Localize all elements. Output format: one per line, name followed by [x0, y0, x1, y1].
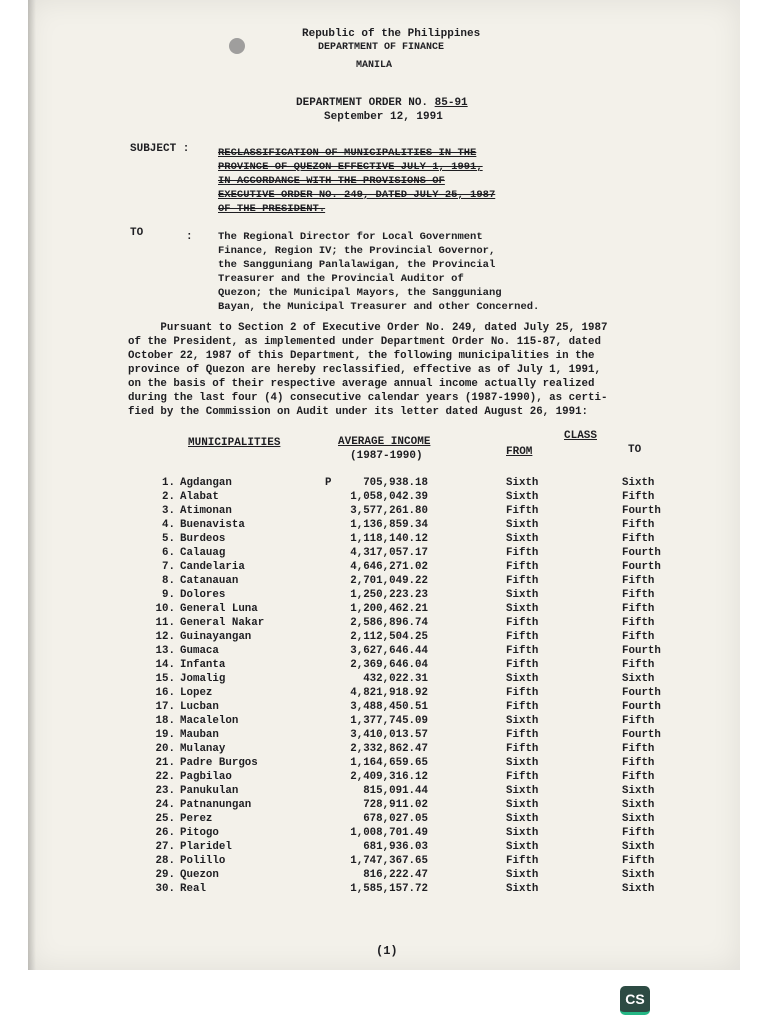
average-income: 1,058,042.39: [350, 491, 428, 503]
class-from: Sixth: [506, 673, 539, 685]
municipality-name: Atimonan: [180, 505, 232, 517]
class-to: Fourth: [622, 687, 661, 699]
class-from: Fifth: [506, 659, 539, 671]
municipality-name: Agdangan: [180, 477, 232, 489]
municipality-name: Real: [180, 883, 206, 895]
average-income: 1,136,859.34: [350, 519, 428, 531]
row-number: 27.: [155, 841, 175, 853]
average-income: 681,936.03: [363, 841, 428, 853]
class-to: Fourth: [622, 701, 661, 713]
municipality-name: Calauag: [180, 547, 226, 559]
municipality-name: Burdeos: [180, 533, 226, 545]
table-row: [28, 827, 740, 841]
row-number: 6.: [162, 547, 175, 559]
municipality-name: Pitogo: [180, 827, 219, 839]
table-row: [28, 645, 740, 659]
table-row: [28, 603, 740, 617]
class-to: Fifth: [622, 533, 655, 545]
class-from: Fifth: [506, 631, 539, 643]
order-label: DEPARTMENT ORDER NO.: [296, 97, 429, 109]
class-from: Fifth: [506, 547, 539, 559]
class-from: Fifth: [506, 729, 539, 741]
row-number: 1.: [162, 477, 175, 489]
municipality-name: Mauban: [180, 729, 219, 741]
average-income: 1,377,745.09: [350, 715, 428, 727]
row-number: 26.: [155, 827, 175, 839]
class-from: Fifth: [506, 645, 539, 657]
row-number: 29.: [155, 869, 175, 881]
average-income: 3,488,450.51: [350, 701, 428, 713]
class-from: Sixth: [506, 589, 539, 601]
subject-line: PROVINCE OF QUEZON EFFECTIVE JULY 1, 1991,: [218, 161, 483, 173]
row-number: 13.: [155, 645, 175, 657]
row-number: 30.: [155, 883, 175, 895]
row-number: 14.: [155, 659, 175, 671]
table-row: [28, 757, 740, 771]
municipality-name: Gumaca: [180, 645, 219, 657]
table-row: [28, 547, 740, 561]
municipality-name: Quezon: [180, 869, 219, 881]
average-income: 4,821,918.92: [350, 687, 428, 699]
class-from: Sixth: [506, 827, 539, 839]
republic-line: Republic of the Philippines: [302, 28, 481, 40]
row-number: 24.: [155, 799, 175, 811]
class-to: Fifth: [622, 715, 655, 727]
class-to: Fifth: [622, 575, 655, 587]
class-from: Fifth: [506, 743, 539, 755]
average-income: 815,091.44: [363, 785, 428, 797]
col-income-header: AVERAGE INCOME: [338, 436, 431, 448]
class-from: Fifth: [506, 855, 539, 867]
row-number: 18.: [155, 715, 175, 727]
class-to: Sixth: [622, 813, 655, 825]
table-row: [28, 687, 740, 701]
table-row: [28, 519, 740, 533]
subject-line: RECLASSIFICATION OF MUNICIPALITIES IN THE: [218, 147, 477, 159]
municipality-name: Padre Burgos: [180, 757, 258, 769]
class-to: Fifth: [622, 855, 655, 867]
body-line: Pursuant to Section 2 of Executive Order No. 249, dated July 25, 1987: [128, 322, 608, 334]
average-income: 2,701,049.22: [350, 575, 428, 587]
class-from: Fifth: [506, 771, 539, 783]
body-line: on the basis of their respective average annual income actually realized: [128, 378, 595, 390]
table-row: [28, 883, 740, 897]
average-income: 1,747,367.65: [350, 855, 428, 867]
class-to: Sixth: [622, 673, 655, 685]
col-class-header: CLASS: [564, 430, 598, 442]
camscanner-logo-icon: CS: [620, 986, 650, 1015]
average-income: 4,317,057.17: [350, 547, 428, 559]
row-number: 22.: [155, 771, 175, 783]
average-income: 3,627,646.44: [350, 645, 428, 657]
table-row: [28, 505, 740, 519]
subject-line: EXECUTIVE ORDER NO. 249, DATED JULY 25, 1987: [218, 189, 496, 201]
average-income: 816,222.47: [363, 869, 428, 881]
class-to: Fifth: [622, 603, 655, 615]
row-number: 4.: [162, 519, 175, 531]
table-row: [28, 561, 740, 575]
col-municipalities-header: MUNICIPALITIES: [188, 437, 281, 449]
average-income: 2,369,646.04: [350, 659, 428, 671]
average-income: 2,586,896.74: [350, 617, 428, 629]
to-line: Quezon; the Municipal Mayors, the Sangguniang: [218, 287, 502, 299]
municipality-name: General Nakar: [180, 617, 265, 629]
class-from: Sixth: [506, 519, 539, 531]
average-income: 1,118,140.12: [350, 533, 428, 545]
row-number: 8.: [162, 575, 175, 587]
class-to: Sixth: [622, 477, 655, 489]
class-to: Fifth: [622, 631, 655, 643]
municipality-name: Dolores: [180, 589, 226, 601]
class-from: Sixth: [506, 477, 539, 489]
class-from: Fifth: [506, 687, 539, 699]
order-date: September 12, 1991: [324, 111, 443, 123]
class-to: Sixth: [622, 841, 655, 853]
class-to: Sixth: [622, 883, 655, 895]
class-to: Fifth: [622, 659, 655, 671]
row-number: 25.: [155, 813, 175, 825]
municipality-name: General Luna: [180, 603, 258, 615]
class-to: Fifth: [622, 589, 655, 601]
class-from: Sixth: [506, 757, 539, 769]
class-to: Fifth: [622, 827, 655, 839]
page-number: (1): [376, 944, 398, 958]
row-number: 20.: [155, 743, 175, 755]
to-line: Finance, Region IV; the Provincial Governor,: [218, 245, 496, 257]
class-to: Fifth: [622, 771, 655, 783]
average-income: 2,332,862.47: [350, 743, 428, 755]
class-from: Sixth: [506, 841, 539, 853]
municipality-name: Panukulan: [180, 785, 239, 797]
class-to: Sixth: [622, 799, 655, 811]
municipality-name: Macalelon: [180, 715, 239, 727]
average-income: 1,585,157.72: [350, 883, 428, 895]
table-row: [28, 575, 740, 589]
department-line: DEPARTMENT OF FINANCE: [318, 42, 445, 53]
table-row: [28, 841, 740, 855]
row-number: 28.: [155, 855, 175, 867]
class-to: Fourth: [622, 729, 661, 741]
row-number: 21.: [155, 757, 175, 769]
class-from: Sixth: [506, 533, 539, 545]
class-from: Sixth: [506, 883, 539, 895]
table-row: [28, 589, 740, 603]
table-row: [28, 799, 740, 813]
table-row: [28, 631, 740, 645]
municipality-name: Patnanungan: [180, 799, 252, 811]
average-income: 728,911.02: [363, 799, 428, 811]
municipality-name: Alabat: [180, 491, 219, 503]
class-to: Sixth: [622, 785, 655, 797]
col-from-header: FROM: [506, 446, 533, 458]
municipality-name: Pagbilao: [180, 771, 232, 783]
to-line: Treasurer and the Provincial Auditor of: [218, 273, 464, 285]
class-from: Sixth: [506, 813, 539, 825]
row-number: 3.: [162, 505, 175, 517]
average-income: 3,410,013.57: [350, 729, 428, 741]
municipality-name: Perez: [180, 813, 213, 825]
table-row: [28, 729, 740, 743]
col-income-years: (1987-1990): [350, 450, 423, 462]
row-number: 2.: [162, 491, 175, 503]
to-line: the Sangguniang Panlalawigan, the Provincial: [218, 259, 496, 271]
row-number: 11.: [155, 617, 175, 629]
peso-sign: P: [325, 477, 332, 489]
class-from: Fifth: [506, 575, 539, 587]
municipality-name: Lopez: [180, 687, 213, 699]
body-line: fied by the Commission on Audit under its letter dated August 26, 1991:: [128, 406, 589, 418]
to-line: The Regional Director for Local Government: [218, 231, 483, 243]
class-from: Fifth: [506, 617, 539, 629]
class-from: Sixth: [506, 785, 539, 797]
row-number: 17.: [155, 701, 175, 713]
municipality-name: Candelaria: [180, 561, 245, 573]
table-row: [28, 673, 740, 687]
class-to: Fourth: [622, 645, 661, 657]
average-income: 432,022.31: [363, 673, 428, 685]
table-row: [28, 813, 740, 827]
class-to: Fourth: [622, 547, 661, 559]
average-income: 2,409,316.12: [350, 771, 428, 783]
table-row: [28, 617, 740, 631]
body-line: province of Quezon are hereby reclassified, effective as of July 1, 1991,: [128, 364, 601, 376]
table-row: [28, 869, 740, 883]
class-from: Fifth: [506, 505, 539, 517]
row-number: 19.: [155, 729, 175, 741]
body-line: October 22, 1987 of this Department, the following municipalities in the: [128, 350, 595, 362]
body-line: during the last four (4) consecutive calendar years (1987-1990), as certi-: [128, 392, 608, 404]
subject-line: OF THE PRESIDENT.: [218, 203, 326, 215]
table-row: [28, 743, 740, 757]
row-number: 23.: [155, 785, 175, 797]
class-from: Sixth: [506, 799, 539, 811]
average-income: 1,164,659.65: [350, 757, 428, 769]
municipality-name: Catanauan: [180, 575, 239, 587]
class-to: Fourth: [622, 505, 661, 517]
table-row: [28, 785, 740, 799]
col-to-header: TO: [628, 444, 642, 456]
class-from: Fifth: [506, 561, 539, 573]
row-number: 10.: [155, 603, 175, 615]
subject-label: SUBJECT :: [130, 143, 190, 155]
table-row: [28, 701, 740, 715]
order-number: [296, 97, 468, 109]
row-number: 16.: [155, 687, 175, 699]
to-line: Bayan, the Municipal Treasurer and other Concerned.: [218, 301, 540, 313]
body-line: of the President, as implemented under Department Order No. 115-87, dated: [128, 336, 601, 348]
class-from: Sixth: [506, 715, 539, 727]
row-number: 15.: [155, 673, 175, 685]
average-income: 705,938.18: [363, 477, 428, 489]
punch-hole: [229, 38, 245, 54]
class-to: Fifth: [622, 617, 655, 629]
table-row: [28, 771, 740, 785]
class-from: Sixth: [506, 869, 539, 881]
municipality-name: Guinayangan: [180, 631, 252, 643]
municipality-name: Jomalig: [180, 673, 226, 685]
to-colon: :: [186, 231, 193, 243]
class-to: Sixth: [622, 869, 655, 881]
row-number: 7.: [162, 561, 175, 573]
table-row: [28, 533, 740, 547]
class-to: Fifth: [622, 519, 655, 531]
class-from: Sixth: [506, 603, 539, 615]
class-to: Fourth: [622, 561, 661, 573]
class-from: Fifth: [506, 701, 539, 713]
municipality-name: Buenavista: [180, 519, 245, 531]
municipality-name: Infanta: [180, 659, 226, 671]
municipality-name: Lucban: [180, 701, 219, 713]
average-income: 4,646,271.02: [350, 561, 428, 573]
class-from: Sixth: [506, 491, 539, 503]
document-page: [28, 0, 740, 970]
table-row: [28, 855, 740, 869]
average-income: 3,577,261.80: [350, 505, 428, 517]
row-number: 9.: [162, 589, 175, 601]
municipality-name: Polillo: [180, 855, 226, 867]
municipality-name: Mulanay: [180, 743, 226, 755]
average-income: 2,112,504.25: [350, 631, 428, 643]
average-income: 1,250,223.23: [350, 589, 428, 601]
average-income: 1,200,462.21: [350, 603, 428, 615]
table-row: [28, 659, 740, 673]
row-number: 5.: [162, 533, 175, 545]
average-income: 1,008,701.49: [350, 827, 428, 839]
order-number-value: 85-91: [434, 97, 468, 109]
table-row: [28, 477, 740, 491]
to-label: TO: [130, 227, 144, 239]
municipality-name: Plaridel: [180, 841, 232, 853]
average-income: 678,027.05: [363, 813, 428, 825]
table-row: [28, 491, 740, 505]
row-number: 12.: [155, 631, 175, 643]
class-to: Fifth: [622, 491, 655, 503]
class-to: Fifth: [622, 757, 655, 769]
class-to: Fifth: [622, 743, 655, 755]
subject-line: IN ACCORDANCE WITH THE PROVISIONS OF: [218, 175, 445, 187]
city-line: MANILA: [356, 60, 393, 71]
table-row: [28, 715, 740, 729]
